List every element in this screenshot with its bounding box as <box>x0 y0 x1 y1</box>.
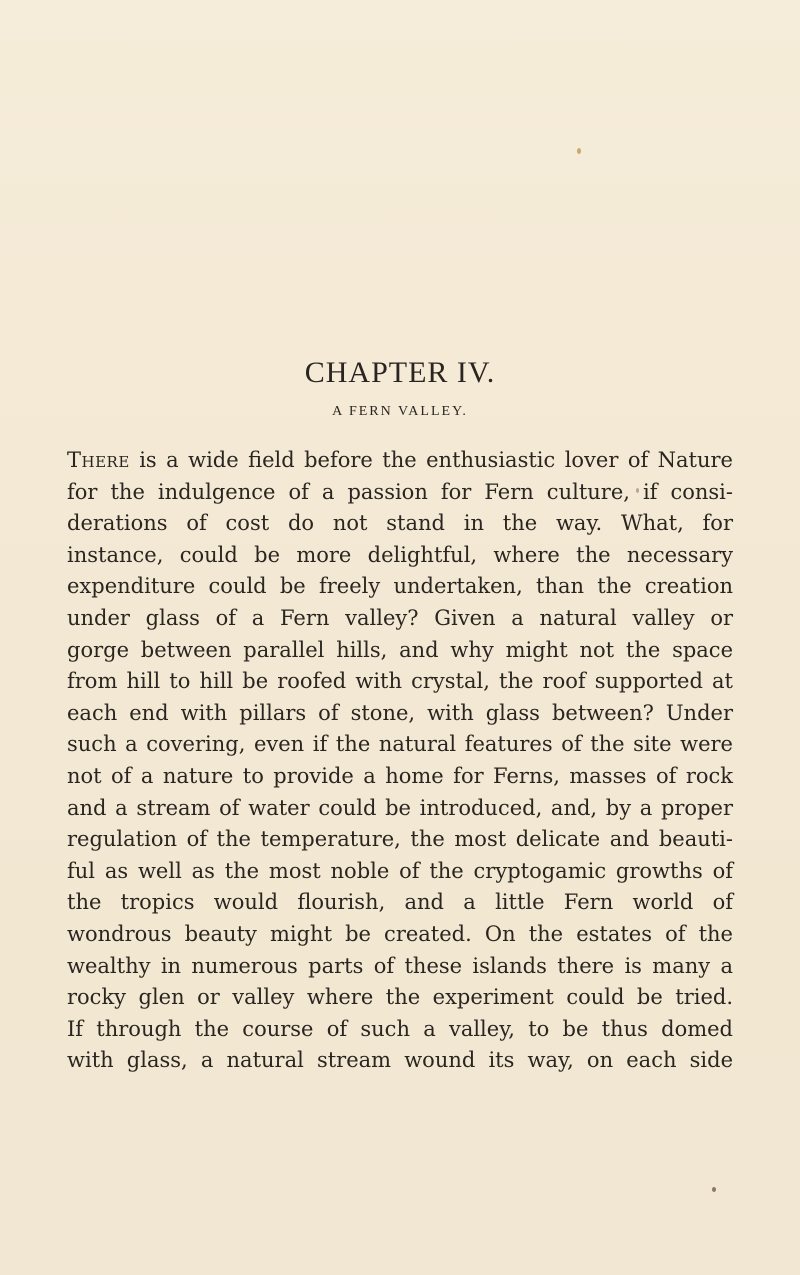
text-line: gorge between parallel hills, and why might not the space <box>67 637 733 662</box>
text-line: under glass of a Fern valley? Given a natural valley or <box>67 605 733 630</box>
body-paragraph <box>67 445 733 1077</box>
text-line: If through the course of such a valley, to be thus domed <box>67 1016 733 1041</box>
text-line: wondrous beauty might be created. On the estates of the <box>67 921 733 946</box>
paper-speck <box>577 148 581 154</box>
text-line: regulation of the temperature, the most delicate and beauti- <box>67 827 733 852</box>
text-line: each end with pillars of stone, with glass between? Under <box>67 700 733 725</box>
text-line: such a covering, even if the natural features of the site were <box>67 732 733 757</box>
text-line: derations of cost do not stand in the way. What, for <box>67 511 733 536</box>
text-line: from hill to hill be roofed with crystal, the roof supported at <box>67 669 733 694</box>
text-line <box>67 445 733 477</box>
text-line: with glass, a natural stream wound its way, on each side <box>67 1048 733 1073</box>
text-line: ful as well as the most noble of the cryptogamic growths of <box>67 858 733 883</box>
section-title: A FERN VALLEY. <box>332 404 468 419</box>
text-line: rocky glen or valley where the experiment could be tried. <box>67 985 733 1010</box>
text-line: expenditure could be freely undertaken, than the creation <box>67 574 733 599</box>
text-line: for the indulgence of a passion for Fern culture, if consi- <box>67 479 733 504</box>
text-line: not of a nature to provide a home for Ferns, masses of rock <box>67 763 733 788</box>
text-line-rest: is a wide field before the enthusiastic lover of Nature <box>129 448 733 472</box>
chapter-title: CHAPTER IV. <box>304 356 496 389</box>
text-line: and a stream of water could be introduced, and, by a proper <box>67 795 733 820</box>
text-line: wealthy in numerous parts of these islands there is many a <box>67 953 733 978</box>
text-line: the tropics would flourish, and a little Fern world of <box>67 890 733 915</box>
paper-speck <box>712 1187 716 1192</box>
drop-word: There <box>67 448 130 472</box>
text-line: instance, could be more delightful, where the necessary <box>67 542 733 567</box>
